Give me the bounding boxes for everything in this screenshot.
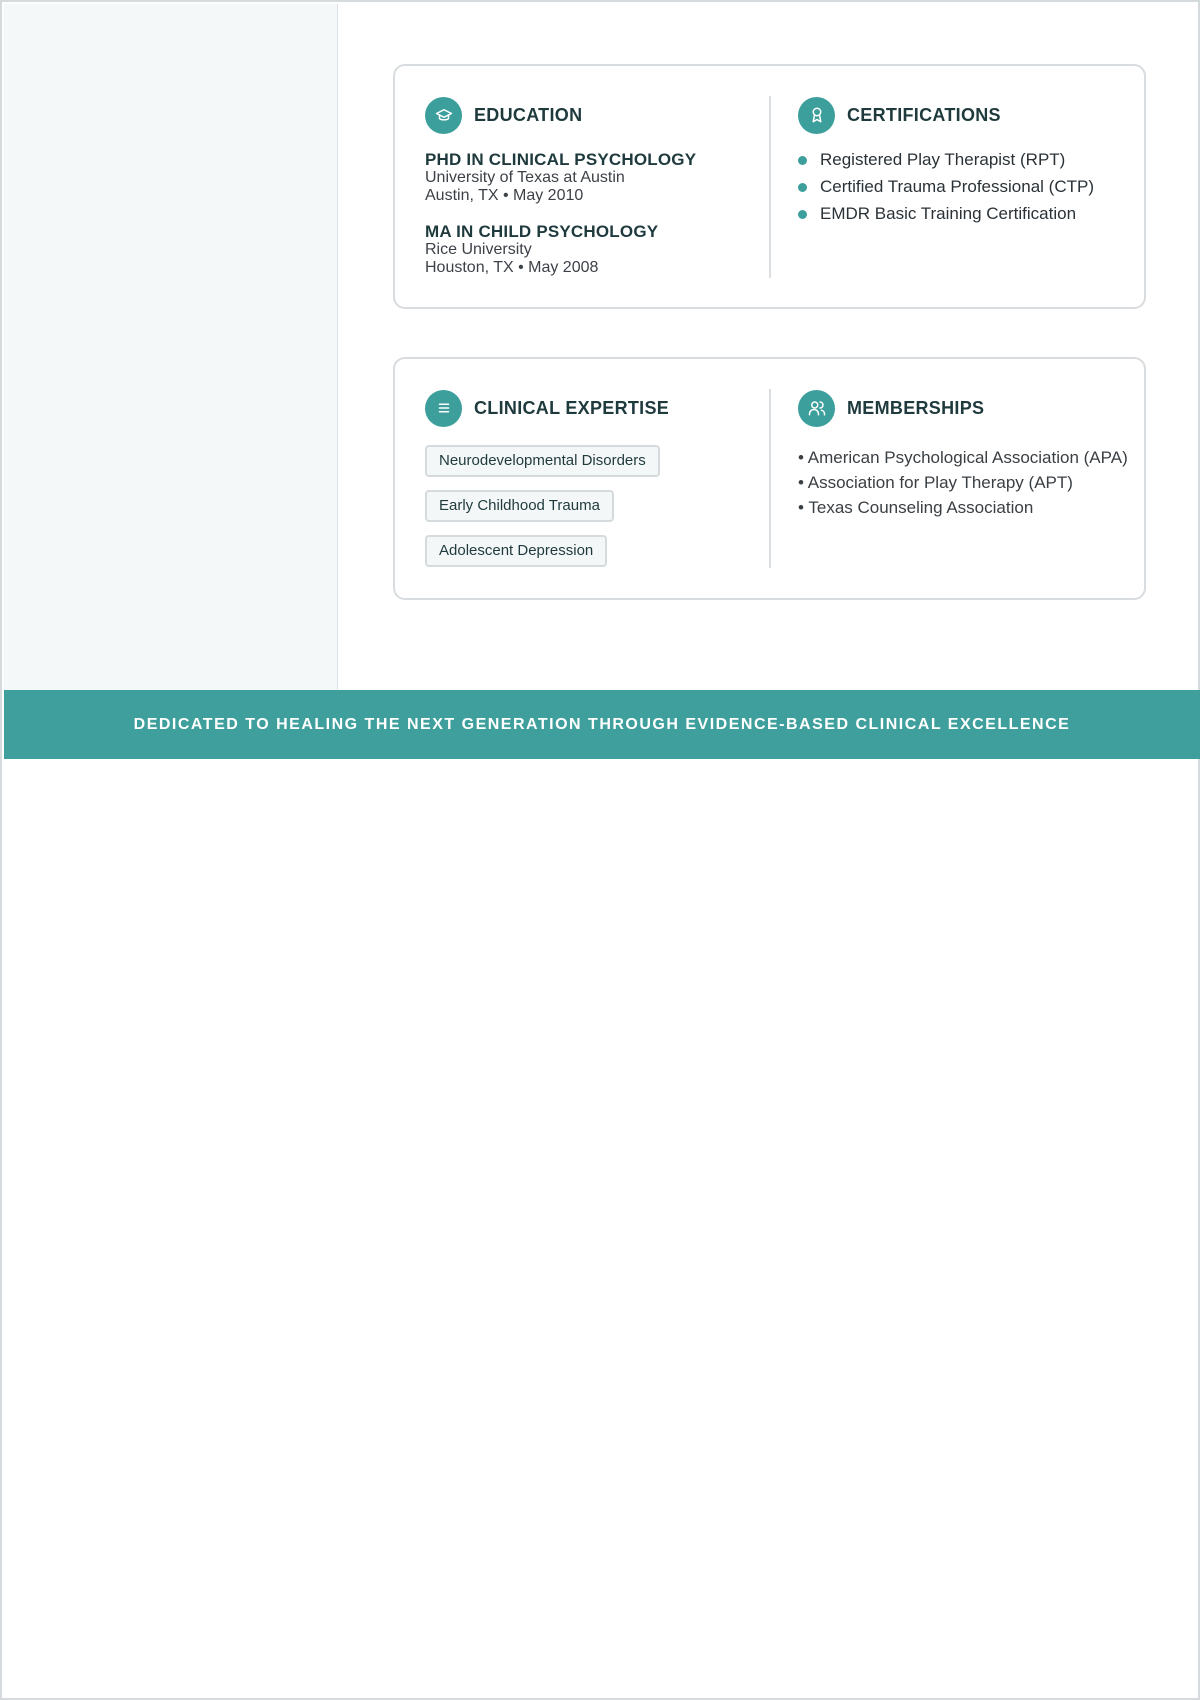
mission-statement: DEDICATED TO HEALING THE NEXT GENERATION THROUGH EVIDENCE-BASED CLINICAL EXCELLENCE <box>133 715 1071 733</box>
sidebar <box>4 4 338 690</box>
expertise-tags <box>425 445 765 580</box>
expertise-memberships-card <box>393 357 1146 600</box>
memberships-title: MEMBERSHIPS <box>847 397 985 418</box>
education-header <box>425 96 765 134</box>
certifications-section <box>798 96 1128 231</box>
column-divider <box>769 389 771 568</box>
degree-title: MA IN CHILD PSYCHOLOGY <box>425 222 659 241</box>
expertise-header <box>425 389 765 427</box>
memberships-header <box>798 389 1128 427</box>
mission-banner <box>4 690 1200 759</box>
membership-item: • Association for Play Therapy (APT) <box>798 473 1073 492</box>
education-details: Austin, TX • May 2010 <box>425 187 584 204</box>
certifications-list <box>798 150 1128 223</box>
education-certifications-card <box>393 64 1146 309</box>
certification-item: EMDR Basic Training Certification <box>798 204 1128 223</box>
expertise-tag: Neurodevelopmental Disorders <box>425 445 660 477</box>
membership-item: • Texas Counseling Association <box>798 498 1034 517</box>
column-divider <box>769 96 771 278</box>
education-item <box>425 150 765 205</box>
expertise-tag: Adolescent Depression <box>425 535 607 567</box>
graduation-cap-icon <box>425 97 462 134</box>
expertise-title: CLINICAL EXPERTISE <box>474 397 670 418</box>
certification-item: Registered Play Therapist (RPT) <box>798 150 1128 169</box>
degree-title: PHD IN CLINICAL PSYCHOLOGY <box>425 150 697 169</box>
memberships-section <box>798 389 1128 520</box>
education-title: EDUCATION <box>474 104 583 125</box>
education-details: Houston, TX • May 2008 <box>425 259 599 276</box>
certification-item: Certified Trauma Professional (CTP) <box>798 177 1128 196</box>
expertise-section <box>425 389 765 580</box>
certifications-title: CERTIFICATIONS <box>847 104 1001 125</box>
award-icon <box>798 97 835 134</box>
certifications-header <box>798 96 1128 134</box>
education-item <box>425 222 765 277</box>
memberships-list <box>798 445 1128 520</box>
users-icon <box>798 390 835 427</box>
expertise-tag: Early Childhood Trauma <box>425 490 614 522</box>
school-name: Rice University <box>425 241 532 258</box>
list-icon <box>425 390 462 427</box>
education-list <box>425 150 765 277</box>
education-section <box>425 96 765 294</box>
membership-item: • American Psychological Association (APA) <box>798 448 1128 467</box>
school-name: University of Texas at Austin <box>425 169 625 186</box>
